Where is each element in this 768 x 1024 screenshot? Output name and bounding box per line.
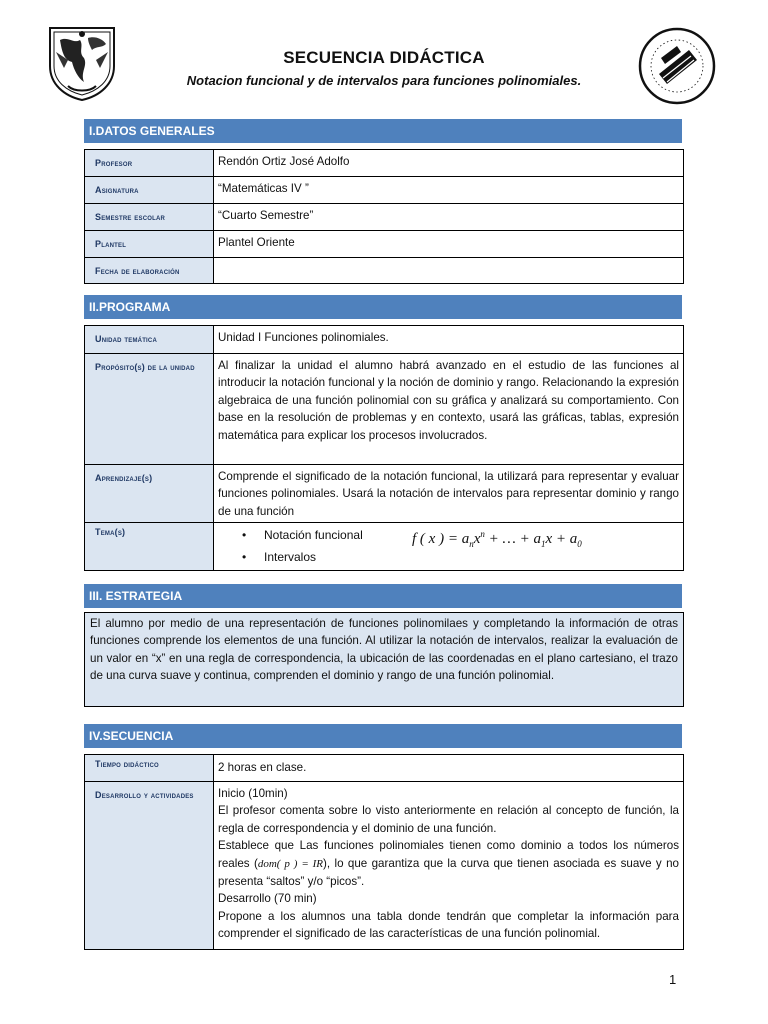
tiempo-value: 2 horas en clase. (214, 755, 684, 782)
unidad-label: Unidad temática (85, 326, 214, 354)
desarrollo-value (214, 782, 684, 950)
row-tiempo (85, 755, 684, 782)
row-profesor (85, 150, 684, 177)
section-estrategia: III. ESTRATEGIA (84, 584, 682, 608)
section-datos-generales: I.DATOS GENERALES (84, 119, 682, 143)
desarrollo-heading: Desarrollo (70 min) (218, 892, 317, 906)
unidad-value: Unidad I Funciones polinomiales. (214, 326, 684, 354)
tema-item (242, 524, 679, 550)
profesor-value: Rendón Ortiz José Adolfo (214, 150, 684, 177)
paragraph-tabla: Propone a los alumnos una tabla donde tendrán que completar la información para comprender el significado de las características de una función polinomial. (218, 909, 679, 941)
estrategia-text: El alumno por medio de una representación de funciones polinomilaes y completando la información de otras funciones comprende los elementos de una función. Al utilizar la notación de intervalos, realizar la evaluación de un valor en “x” en una regla de correspondencia, la ubicación de las coordenadas en el plano cartesiano, el trazo de una curva suave y continua, comprenden el dominio y rango de una función polinomial. (84, 612, 684, 707)
tiempo-label: Tiempo didáctico (85, 755, 214, 782)
section-programa: II.PROGRAMA (84, 295, 682, 319)
plantel-value: Plantel Oriente (214, 231, 684, 258)
programa-table (84, 325, 684, 571)
page-number: 1 (669, 972, 677, 987)
dominio-text-after: ), lo que garantiza que la curva que tienen asociada es suave y no presenta “saltos” y/o “picos”. (218, 856, 680, 889)
aprendizaje-label: Aprendizaje(s) (85, 465, 214, 523)
row-temas (85, 523, 684, 571)
proposito-value: Al finalizar la unidad el alumno habrá avanzado en el estudio de las funciones al introducir la notación funcional y la noción de dominio y rango. Relacionando la expresión algebraica de una función polinomial con su gráfica y analizará su comportamiento. Con base en la resolución de problemas y en contexto, usará las gráficas, tablas, expresión matemática para explicar los procesos involucrados. (214, 354, 684, 465)
fecha-label: Fecha de elaboración (85, 258, 214, 284)
temas-label: Tema(s) (85, 523, 214, 571)
tema-item (242, 546, 679, 568)
semestre-label: Semestre escolar (85, 204, 214, 231)
document-subtitle: Notacion funcional y de intervalos para funciones polinomiales. (186, 73, 582, 88)
paragraph-dominio (218, 837, 679, 890)
row-asignatura (85, 177, 684, 204)
row-semestre (85, 204, 684, 231)
row-desarrollo (85, 782, 684, 950)
paragraph-concepto: El profesor comenta sobre lo visto anteriormente en relación al concepto de función, la regla de correspondencia y el dominio de una función. (218, 804, 679, 835)
plantel-label: Plantel (85, 231, 214, 258)
datos-generales-table (84, 149, 684, 284)
secuencia-table (84, 754, 684, 950)
profesor-label: Profesor (85, 150, 214, 177)
dominio-text-before: Establece que Las funciones polinomiales tienen como dominio a todos los números reales ( (218, 839, 679, 870)
row-unidad (85, 326, 684, 354)
row-fecha (85, 258, 684, 284)
proposito-label: Propósito(s) de la unidad (85, 354, 214, 465)
inicio-heading: Inicio (10min) (218, 787, 288, 800)
semestre-value: “Cuarto Semestre” (214, 204, 684, 231)
document-title: SECUENCIA DIDÁCTICA (283, 48, 485, 67)
desarrollo-label: Desarrollo y actividades (85, 782, 214, 950)
polynomial-formula: f ( x ) = $a_nx^n$ + … + $a_1x + a_0$ (412, 529, 582, 550)
row-aprendizaje (85, 465, 684, 523)
aprendizaje-value: Comprende el significado de la notación funcional, la utilizará para representar y evaluar funciones polinomiales. Usará la notación de intervalos para representar dominio y rango de una función (214, 465, 684, 523)
cch-logo (637, 26, 717, 106)
fecha-value (214, 258, 684, 284)
row-proposito (85, 354, 684, 465)
temas-list (218, 524, 679, 568)
dominio-formula: dom( p ) = IR (257, 857, 324, 870)
temas-value (214, 523, 684, 571)
document-header (0, 0, 768, 110)
asignatura-value: “Matemáticas IV ” (214, 177, 684, 204)
tema-notacion-funcional: Notación funcional (264, 528, 363, 543)
asignatura-label: Asignatura (85, 177, 214, 204)
row-plantel (85, 231, 684, 258)
section-secuencia: IV.SECUENCIA (84, 724, 682, 748)
tema-intervalos: Intervalos (264, 550, 317, 565)
